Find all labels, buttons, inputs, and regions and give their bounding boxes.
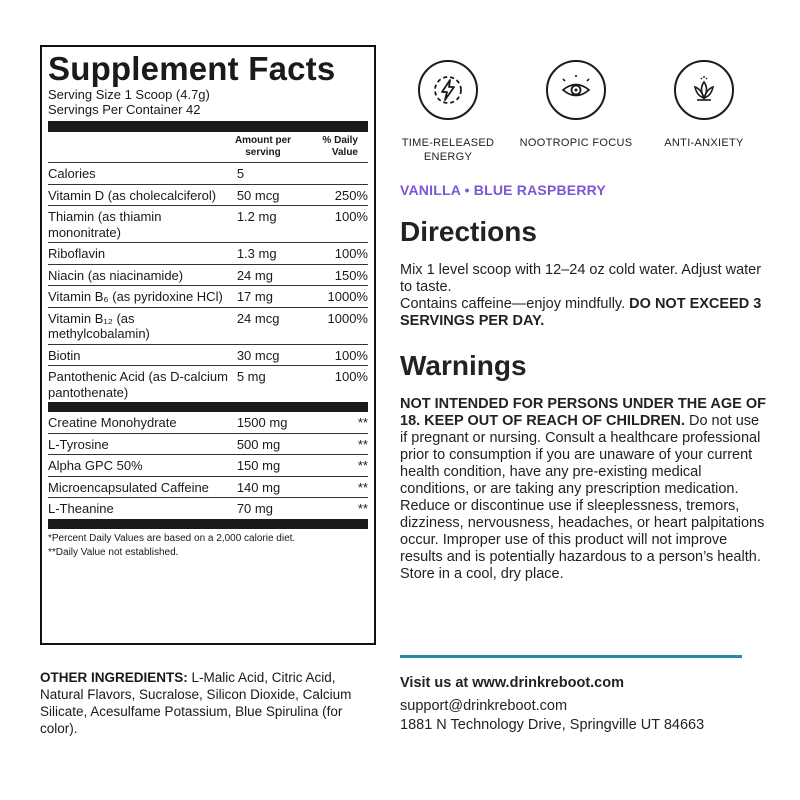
- dv-value: **: [357, 479, 368, 495]
- other-ingredients-text: L-Malic Acid, Citric Acid, Natural Flavors, Sucralose, Silicon Dioxide, Calcium Silicate, Acesulfame Potassium, Blue Spirulina (for color).: [40, 670, 352, 736]
- nutrient-name: Alpha GPC 50%: [48, 458, 143, 473]
- facts-row: [48, 185, 368, 207]
- warnings-heading: Warnings: [400, 350, 527, 381]
- amount-value: 17 mg: [236, 289, 273, 304]
- website-link[interactable]: Visit us at www.drinkreboot.com: [400, 675, 624, 691]
- nutrient-name: Vitamin D (as cholecalciferol): [48, 187, 217, 203]
- supplement-facts-panel: [40, 45, 376, 645]
- amount-value: 5 mg: [236, 369, 266, 384]
- nutrient-name: L-Tyrosine: [48, 436, 109, 452]
- nutrient-name: Vitamin B₁₂ (as methylcobalamin): [48, 310, 150, 341]
- divider-bar: [48, 519, 368, 529]
- feature-label: TIME-RELEASED ENERGY: [401, 137, 495, 163]
- nutrient-name: Calories: [48, 166, 96, 181]
- amount-value: 70 mg: [236, 501, 273, 516]
- dv-value: **: [357, 415, 368, 430]
- lotus-icon: [674, 60, 734, 120]
- amount-value: 24 mcg: [236, 310, 280, 326]
- feature-label: ANTI-ANXIETY: [664, 137, 744, 149]
- dv-value: 100%: [334, 246, 368, 261]
- feature-calm: [644, 60, 764, 150]
- dv-value: **: [357, 458, 368, 473]
- directions-mix: Mix 1 level scoop with 12–24 oz cold water. Adjust water to taste.: [400, 262, 762, 295]
- column-header: [48, 132, 368, 163]
- amount-value: 50 mcg: [236, 187, 280, 203]
- amount-value: 24 mg: [236, 267, 273, 283]
- support-email[interactable]: support@drinkreboot.com: [400, 698, 568, 714]
- serving-size: Serving Size 1 Scoop (4.7g): [48, 87, 210, 102]
- directions-caffeine: Contains caffeine—enjoy mindfully.: [400, 296, 630, 312]
- facts-title: Supplement Facts: [48, 50, 336, 87]
- dv-value: **: [357, 501, 368, 516]
- facts-row: [48, 265, 368, 287]
- dv-value: 250%: [334, 187, 368, 203]
- facts-row: [48, 434, 368, 456]
- nutrient-name: Microencapsulated Caffeine: [48, 479, 209, 495]
- nutrient-name: Creatine Monohydrate: [48, 415, 177, 430]
- feature-label: NOOTROPIC FOCUS: [519, 137, 633, 149]
- directions-text: [400, 262, 770, 330]
- directions-heading: Directions: [400, 216, 537, 247]
- facts-row: [48, 498, 368, 519]
- dv-value: [322, 166, 368, 182]
- footnote-dv: *Percent Daily Values are based on a 2,000 calorie diet.: [48, 532, 296, 544]
- vitamin-rows: [48, 163, 368, 402]
- facts-row: [48, 163, 368, 185]
- nutrient-name: Thiamin (as thiamin mononitrate): [48, 209, 162, 240]
- other-ingredients-label: OTHER INGREDIENTS:: [40, 670, 188, 685]
- facts-row: [48, 206, 368, 243]
- contact-info: [400, 697, 704, 735]
- eye-icon: [546, 60, 606, 120]
- warnings-bold: NOT INTENDED FOR PERSONS UNDER THE AGE OF 18. KEEP OUT OF REACH OF CHILDREN.: [400, 396, 767, 429]
- amount-header: Amount per serving: [234, 135, 292, 158]
- divider-rule: [400, 655, 742, 658]
- divider-bar: [48, 121, 368, 132]
- facts-row: [48, 286, 368, 308]
- nutrient-name: Riboflavin: [48, 246, 106, 261]
- amount-value: 1.2 mg: [236, 209, 277, 224]
- amount-value: 5: [236, 166, 245, 181]
- feature-icons: [400, 60, 760, 170]
- dv-value: 150%: [334, 267, 368, 283]
- amount-value: 150 mg: [236, 458, 281, 473]
- feature-energy: [388, 60, 508, 164]
- amount-value: 500 mg: [236, 436, 281, 452]
- nutrient-name: Pantothenic Acid (as D-calcium pantothenate): [48, 369, 228, 400]
- dv-value: 1000%: [327, 289, 368, 304]
- facts-row: [48, 477, 368, 499]
- amount-value: 140 mg: [236, 479, 281, 495]
- facts-row: [48, 455, 368, 477]
- facts-row: [48, 243, 368, 265]
- nutrient-name: Biotin: [48, 347, 81, 363]
- facts-row: [48, 412, 368, 434]
- dv-value: **: [357, 436, 368, 452]
- energy-icon: [418, 60, 478, 120]
- nutrient-name: Niacin (as niacinamide): [48, 267, 184, 283]
- feature-focus: [516, 60, 636, 150]
- warnings-text: [400, 396, 770, 583]
- facts-row: [48, 308, 368, 345]
- amount-value: 30 mcg: [236, 347, 280, 363]
- other-ingredients: [40, 669, 380, 737]
- divider-bar: [48, 402, 368, 412]
- directions-limit: DO NOT EXCEED 3 SERVINGS PER DAY.: [400, 296, 762, 329]
- address: 1881 N Technology Drive, Springville UT 84663: [400, 717, 705, 733]
- warnings-body: Do not use if pregnant or nursing. Consult a healthcare professional prior to consumption if you are unaware of your current health condition, have any pre-existing medical conditions, or are taking any prescription medication. Reduce or discontinue use if sleeplessness, tremors, dizziness, nervousness, headaches, or heart palpitations occur. Improper use of this product will not improve results and is potentially hazardous to a person’s health. Store in a cool, dry place.: [400, 413, 765, 582]
- facts-row: [48, 366, 368, 402]
- amount-value: 1500 mg: [236, 415, 288, 430]
- facts-row: [48, 345, 368, 367]
- nutrient-name: Vitamin B₆ (as pyridoxine HCl): [48, 289, 223, 304]
- flavor-label: VANILLA • BLUE RASPBERRY: [400, 182, 606, 198]
- dv-value: 1000%: [327, 310, 368, 326]
- dv-header: % Daily Value: [322, 135, 358, 158]
- dv-value: 100%: [334, 209, 368, 224]
- nutrient-name: L-Theanine: [48, 501, 114, 516]
- dv-value: 100%: [334, 347, 368, 363]
- blend-rows: [48, 412, 368, 519]
- dv-value: 100%: [334, 369, 368, 384]
- footnote-not-established: **Daily Value not established.: [48, 546, 179, 558]
- servings-per-container: Servings Per Container 42: [48, 102, 201, 117]
- amount-value: 1.3 mg: [236, 246, 277, 261]
